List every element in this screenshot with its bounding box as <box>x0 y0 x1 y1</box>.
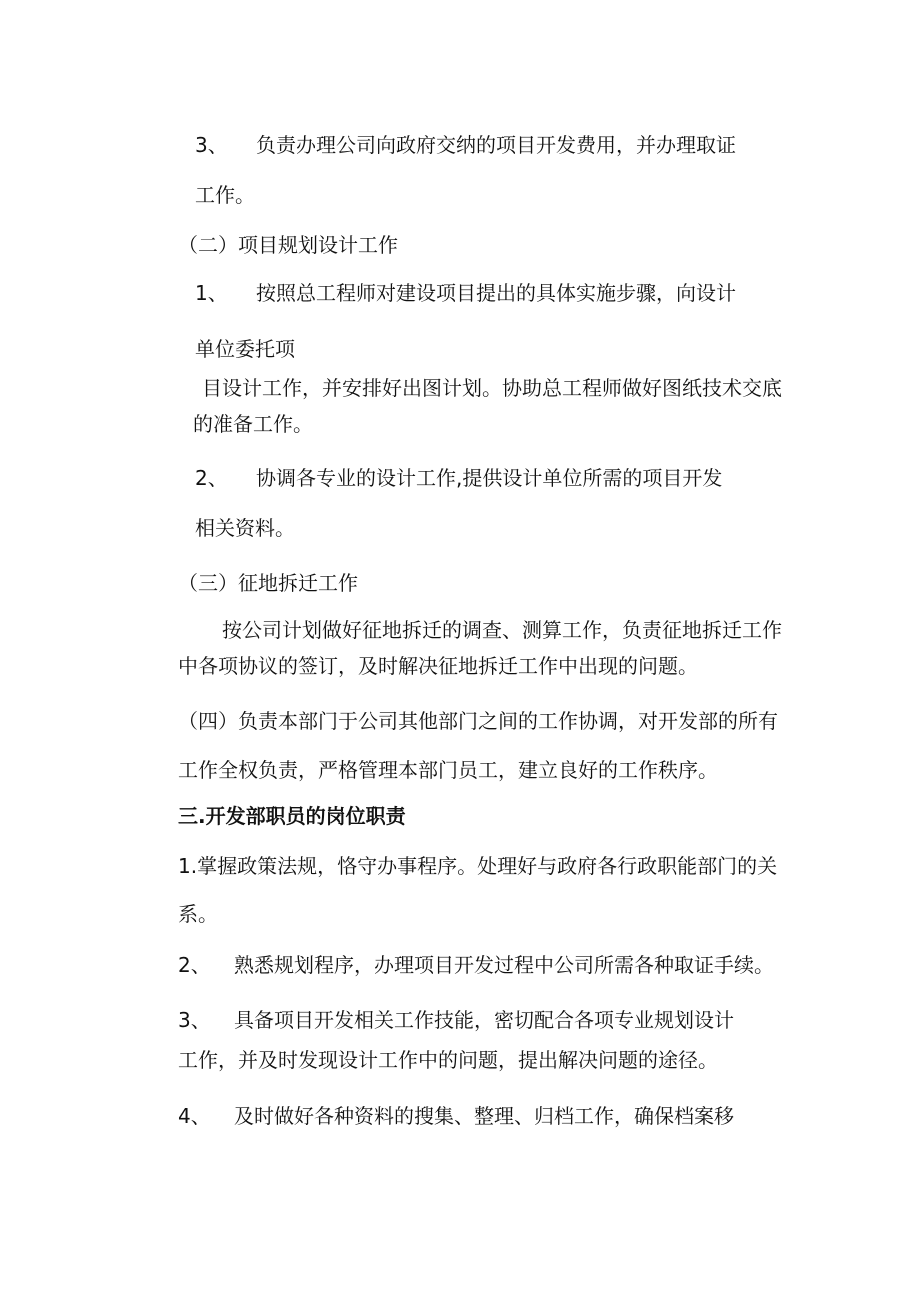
paragraph-line: 熟悉规划程序，办理项目开发过程中公司所需各种取证手续。 <box>234 953 774 977</box>
paragraph-line: 工作，并及时发现设计工作中的问题，提出解决问题的途径。 <box>178 1048 718 1072</box>
paragraph-line: 目设计工作，并安排好出图计划。协助总工程师做好图纸技术交底 <box>202 376 782 400</box>
paragraph-line: 工作。 <box>195 183 255 207</box>
paragraph-line: 按照总工程师对建设项目提出的具体实施步骤，向设计 <box>256 281 736 305</box>
paragraph-line: 相关资料。 <box>195 516 295 540</box>
list-number: 3、 <box>195 133 228 157</box>
list-number: 4、 <box>178 1104 211 1128</box>
paragraph-line: 负责办理公司向政府交纳的项目开发费用，并办理取证 <box>256 133 736 157</box>
list-number: 2、 <box>195 466 228 490</box>
part-heading: 三.开发部职员的岗位职责 <box>178 804 406 828</box>
paragraph-line: 按公司计划做好征地拆迁的调查、测算工作，负责征地拆迁工作 <box>222 618 782 642</box>
paragraph-line: 协调各专业的设计工作,提供设计单位所需的项目开发 <box>256 466 723 490</box>
list-number: 1、 <box>195 281 228 305</box>
paragraph-line: 具备项目开发相关工作技能，密切配合各项专业规划设计 <box>234 1008 734 1032</box>
section-heading: （二）项目规划设计工作 <box>178 233 398 257</box>
list-number: 3、 <box>178 1008 211 1032</box>
paragraph-line: 及时做好各种资料的搜集、整理、归档工作，确保档案移 <box>234 1104 734 1128</box>
paragraph-line: 单位委托项 <box>195 337 295 361</box>
paragraph-line: 的准备工作。 <box>193 412 313 436</box>
list-number: 2、 <box>178 953 211 977</box>
paragraph-line: 系。 <box>178 902 218 926</box>
paragraph-line: 工作全权负责，严格管理本部门员工，建立良好的工作秩序。 <box>178 758 718 782</box>
paragraph-line: 中各项协议的签订，及时解决征地拆迁工作中出现的问题。 <box>178 654 698 678</box>
paragraph-line: （四）负责本部门于公司其他部门之间的工作协调，对开发部的所有 <box>178 709 778 733</box>
paragraph-line: 1.掌握政策法规，恪守办事程序。处理好与政府各行政职能部门的关 <box>178 854 778 878</box>
section-heading: （三）征地拆迁工作 <box>178 571 358 595</box>
